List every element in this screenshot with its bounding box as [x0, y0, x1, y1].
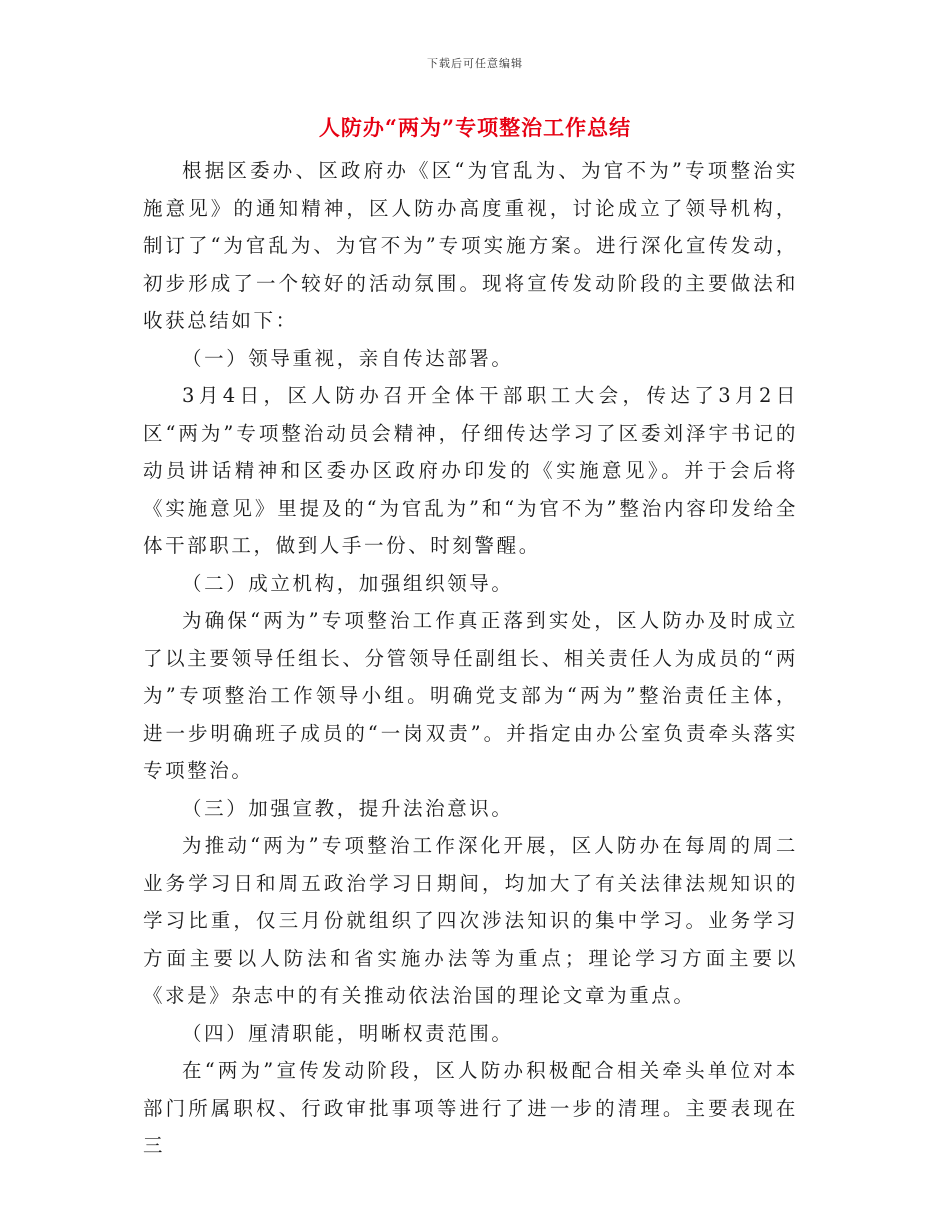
- section-heading-3: （三）加强宣教，提升法治意识。: [182, 796, 514, 820]
- paragraph-intro: 根据区委办、区政府办《区“为官乱为、为官不为”专项整治实施意见》的通知精神，区人防办高度重视，讨论成立了领导机构，制订了“为官乱为、为官不为”专项实施方案。进行深化宣传发动，初步形成了一个较好的活动氛围。现将宣传发动阶段的主要做法和收获总结如下：: [143, 159, 798, 332]
- section-heading-1: （一）领导重视，亲自传达部署。: [182, 346, 514, 370]
- paragraph-section-2: 为确保“两为”专项整治工作真正落到实处，区人防办及时成立了以主要领导任组长、分管领导任副组长、相关责任人为成员的“两为”专项整治工作领导小组。明确党支部为“两为”整治责任主体，进一步明确班子成员的“一岗双责”。并指定由办公室负责牵头落实专项整治。: [143, 609, 798, 782]
- header-note: 下载后可任意编辑: [427, 57, 523, 70]
- paragraph-section-1: 3月4日，区人防办召开全体干部职工大会，传达了3月2日区“两为”专项整治动员会精神，仔细传达学习了区委刘泽宇书记的动员讲话精神和区委办区政府办印发的《实施意见》。并于会后将《实施意见》里提及的“为官乱为”和“为官不为”整治内容印发给全体干部职工，做到人手一份、时刻警醒。: [143, 384, 798, 557]
- section-heading-4: （四）厘清职能，明晰权责范围。: [182, 1021, 514, 1045]
- paragraph-section-3: 为推动“两为”专项整治工作深化开展，区人防办在每周的周二业务学习日和周五政治学习日期间，均加大了有关法律法规知识的学习比重，仅三月份就组织了四次涉法知识的集中学习。业务学习方面主要以人防法和省实施办法等为重点；理论学习方面主要以《求是》杂志中的有关推动依法治国的理论文章为重点。: [143, 834, 798, 1007]
- document-body: [143, 152, 798, 1165]
- document-title: 人防办“两为”专项整治工作总结: [318, 115, 632, 140]
- paragraph-section-4: 在“两为”宣传发动阶段，区人防办积极配合相关牵头单位对本部门所属职权、行政审批事项等进行了进一步的清理。主要表现在三: [143, 1059, 798, 1157]
- section-heading-2: （二）成立机构，加强组织领导。: [182, 571, 514, 595]
